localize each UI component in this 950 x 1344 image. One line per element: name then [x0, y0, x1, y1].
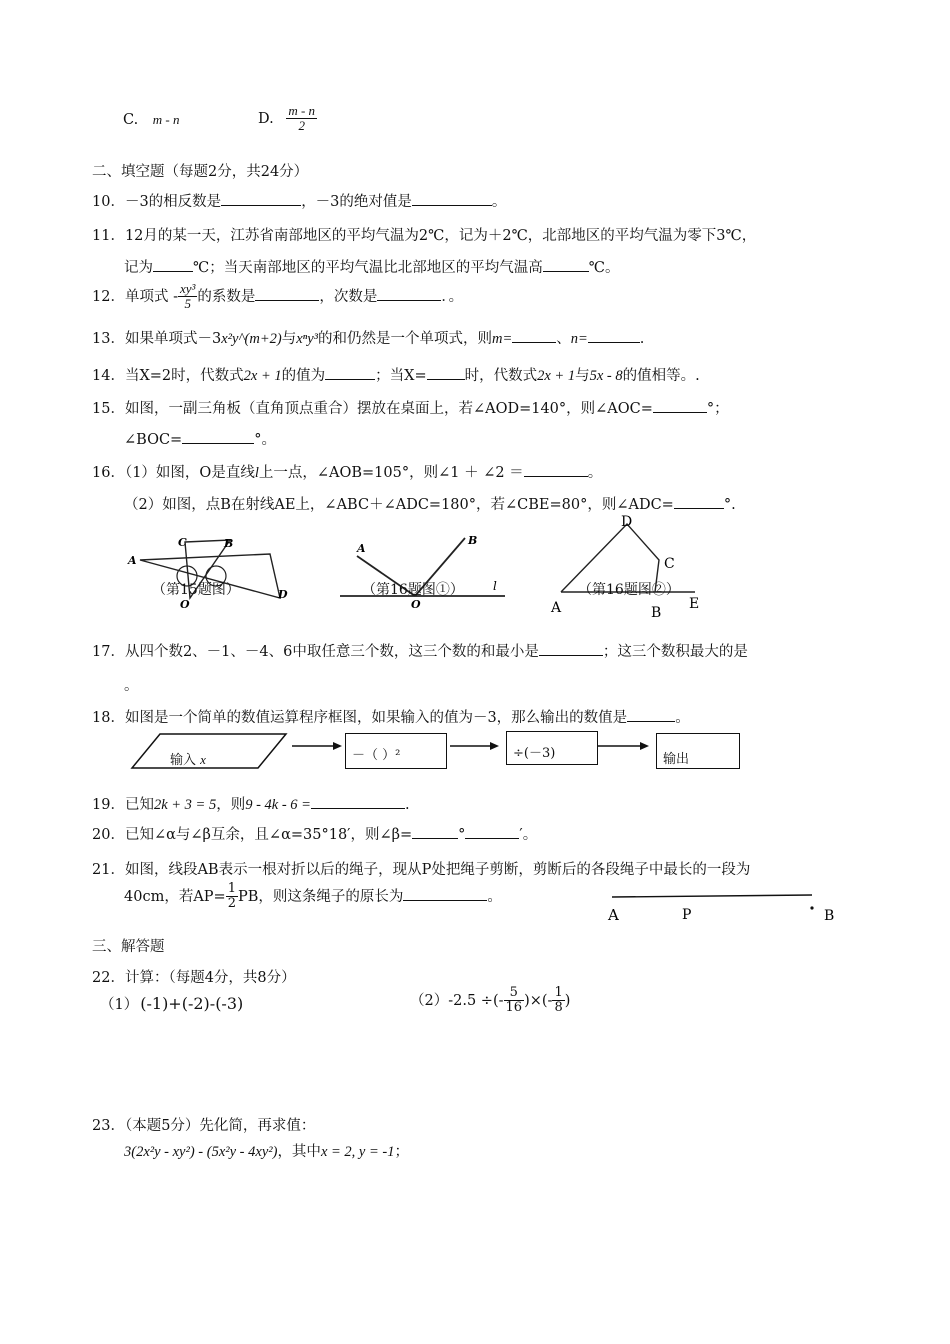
q12-blank-1[interactable]: [255, 286, 319, 301]
q20-blank-1[interactable]: [412, 824, 458, 839]
q22-text: 计算：（每题4分，共8分）: [124, 970, 296, 986]
q21-label-b: B: [824, 908, 835, 924]
q21-num: 21．: [92, 862, 125, 878]
q22-p2-text-b: )×(-: [524, 992, 553, 1009]
option-d-den: 2: [298, 118, 305, 134]
q20-blank-2[interactable]: [465, 824, 519, 839]
q10-text-b: ，－3的绝对值是: [301, 194, 412, 210]
q17-line1a: 从四个数2、－1、－4、6中取任意三个数，这三个数的和最小是: [124, 644, 539, 660]
question-15: [92, 397, 729, 418]
question-12: 12．单项式 - $\frac{\text{xy³}}{5}$ 的系数是 ，次数是 ．。: [92, 281, 464, 312]
f15-label-d: D: [278, 588, 288, 601]
question-18: [92, 706, 690, 727]
q19-expr2: 9 - 4k - 6 =: [245, 797, 311, 813]
f16a-caption: （第16题图①）: [362, 582, 464, 598]
q20-text-c: ′。: [519, 827, 538, 843]
q14-text-d: 时，代数式: [464, 368, 538, 384]
q11-num: 11．: [92, 228, 125, 244]
q18-divide-box: [506, 731, 598, 765]
q16-l: l: [254, 465, 259, 481]
q20-text-a: 已知∠α与∠β互余，且∠α=35°18′，则∠β=: [124, 827, 413, 843]
q10-blank-2[interactable]: [412, 191, 492, 206]
q11-blank-1[interactable]: [153, 257, 193, 272]
q21-fraction: [226, 882, 238, 912]
f16b-label-d: D: [621, 514, 633, 530]
option-d: [258, 104, 317, 134]
q16-line1b: 上一点，∠AOB=105°，则∠1 ＋ ∠2 ＝: [258, 465, 524, 481]
q12-blank-2[interactable]: [377, 286, 441, 301]
q21-blank[interactable]: [403, 886, 487, 901]
q21-line1: 如图，线段AB表示一根对折以后的绳子，现从P处把绳子剪断，剪断后的各段绳子中最长的一段为: [124, 862, 751, 878]
question-14: [92, 364, 700, 385]
q23-text-b: ，其中: [277, 1144, 321, 1160]
q17-line1b: ；这三个数积最大的是: [602, 644, 748, 660]
q19-text-b: ，则: [216, 797, 246, 813]
q15-blank-2[interactable]: [182, 429, 254, 444]
f15-label-b: B: [224, 537, 234, 550]
q23-expression: [124, 1140, 409, 1161]
option-d-fraction: [286, 104, 317, 134]
q12-frac-den: 5: [184, 296, 191, 312]
q12-fraction: [178, 282, 197, 312]
figure-15: [120, 530, 300, 615]
q12-text-d: ．。: [441, 288, 464, 305]
q23-text-c: ；: [394, 1144, 409, 1160]
q16-line1a: （1）如图，O是直线: [124, 465, 255, 481]
q15-num: 15．: [92, 401, 125, 417]
q14-blank-2[interactable]: [427, 365, 465, 380]
q10-text-c: 。: [491, 194, 507, 210]
q13-sep: 、: [556, 331, 571, 347]
q13-num: 13．: [92, 331, 125, 347]
q12-text-b: 的系数是: [197, 288, 256, 305]
q22-p2-frac1: [504, 986, 525, 1016]
q16-num: 16．: [92, 465, 125, 481]
q16-blank-1[interactable]: [524, 462, 588, 477]
question-13: [92, 327, 644, 348]
q14-text-e: 与: [575, 368, 590, 384]
option-d-label: D.: [258, 110, 274, 127]
q19-expr1: 2k + 3 = 5: [153, 797, 217, 813]
q13-m: m=: [491, 331, 513, 347]
q21-line2a: 40cm，若AP=: [124, 888, 226, 905]
q22-p2-f1-num: 5: [504, 986, 525, 1001]
q19-text-c: .: [404, 797, 410, 813]
q13-text-a: 如果单项式－3: [124, 331, 222, 347]
q18-square-label: －（ ）²: [352, 748, 401, 763]
q22-num: 22．: [92, 970, 125, 986]
q13-expr1: x²y^(m+2): [221, 331, 282, 347]
q22-p2-label: （2）: [410, 992, 449, 1009]
option-c: [123, 112, 180, 128]
option-c-expr: m - n: [152, 112, 180, 127]
q14-blank-1[interactable]: [325, 365, 375, 380]
f16b-label-b: B: [651, 605, 662, 621]
q15-line1a: 如图，一副三角板（直角顶点重合）摆放在桌面上，若∠AOD=140°，则∠AOC=: [124, 401, 653, 417]
q16-blank-2[interactable]: [674, 494, 724, 509]
q20-num: 20．: [92, 827, 125, 843]
q19-blank[interactable]: [311, 794, 405, 809]
q14-text-f: 的值相等。.: [622, 368, 700, 384]
q22-p1-expr: (-1)+(-2)-(-3): [140, 994, 244, 1013]
question-22: [92, 966, 296, 987]
q13-end: .: [639, 331, 645, 347]
q11-text-c: ℃。: [588, 260, 620, 276]
q14-text-c: ；当X=: [375, 368, 427, 384]
q13-blank-m[interactable]: [512, 328, 556, 343]
q12-text-a: 单项式: [124, 288, 169, 305]
q18-input-var: x: [200, 752, 206, 767]
q19-num: 19．: [92, 797, 125, 813]
q11-blank-2[interactable]: [543, 257, 589, 272]
question-11-line2: [124, 256, 619, 277]
q14-expr2: 2x + 1: [537, 368, 576, 384]
q22-p2-f2-den: 8: [554, 1000, 563, 1016]
question-11: [92, 224, 756, 245]
q23-expr: 3(2x²y - xy²) - (5x²y - 4xy²): [124, 1144, 278, 1160]
q22-p2-text-a: -2.5 ÷(-: [448, 992, 504, 1009]
section-2-title: 二、填空题（每题2分，共24分）: [92, 164, 309, 180]
q21-label-a: A: [608, 906, 619, 924]
q12-text-c: ，次数是: [319, 288, 378, 305]
q11-text-a: 记为: [124, 260, 153, 276]
q18-num: 18．: [92, 710, 125, 726]
q23-num: 23．: [92, 1118, 125, 1134]
q21-line2b: PB，则这条绳子的原长为: [237, 888, 404, 905]
q22-p2-f1-den: 16: [505, 1000, 523, 1016]
f15-label-o: O: [180, 598, 190, 611]
q18-text-b: 。: [675, 710, 690, 726]
q13-expr2: xⁿy³: [296, 331, 318, 347]
q21-frac-den: 2: [227, 896, 236, 912]
q13-blank-n[interactable]: [588, 328, 640, 343]
q21-frac-num: 1: [227, 881, 236, 896]
q23-cond: x = 2, y = -1: [320, 1144, 395, 1160]
q18-blank[interactable]: [627, 707, 675, 722]
q14-text-b: 的值为: [281, 368, 326, 384]
q18-output-box: [656, 733, 740, 769]
q22-p2-frac2: [552, 986, 564, 1016]
q12-frac-num: xy³: [179, 281, 196, 296]
f16a-label-l: l: [493, 579, 497, 593]
question-15-line2: [124, 428, 276, 449]
q21-label-p: P: [682, 907, 692, 923]
q18-input-label: 输入: [170, 753, 197, 768]
q22-part-1: [100, 993, 243, 1014]
f16b-label-e: E: [689, 596, 700, 612]
q20-text-b: °: [458, 827, 466, 843]
q18-text-a: 如图是一个简单的数值运算程序框图，如果输入的值为－3，那么输出的数值是: [124, 710, 628, 726]
q21-figure: [600, 888, 840, 928]
option-c-label: C.: [123, 112, 139, 128]
q22-part-2: [410, 986, 570, 1016]
q15-line2a: ∠BOC=: [124, 432, 183, 448]
q14-expr3: 5x - 8: [589, 368, 623, 384]
q11-text-b: ℃；当天南部地区的平均气温比北部地区的平均气温高: [193, 260, 543, 276]
q19-text-a: 已知: [124, 797, 154, 813]
q13-text-b: 与: [281, 331, 297, 347]
q22-p2-text-c: ): [564, 992, 571, 1009]
q23-text: （本题5分）先化简，再求值：: [124, 1118, 316, 1134]
f16a-label-b: B: [468, 534, 478, 547]
q21-line2c: 。: [487, 888, 502, 905]
f16a-label-o: O: [411, 598, 421, 608]
q18-input-box: [170, 749, 206, 768]
f15-caption: （第15题图）: [152, 582, 240, 598]
q18-output-label: 输出: [663, 752, 690, 767]
q17-blank-1[interactable]: [539, 641, 603, 656]
q14-num: 14．: [92, 368, 125, 384]
q15-line1b: °；: [706, 401, 729, 417]
q22-p2-f2-num: 1: [554, 985, 563, 1000]
section-3-title: 三、解答题: [92, 939, 165, 955]
q15-line2b: °。: [254, 432, 276, 448]
q12-num: 12．: [92, 288, 125, 305]
q17-line2: 。: [124, 678, 139, 694]
q15-blank-1[interactable]: [653, 398, 707, 413]
q14-expr1: 2x + 1: [243, 368, 282, 384]
q13-n: n=: [570, 331, 588, 347]
q10-num: 10．: [92, 194, 125, 210]
f16b-caption: （第16题图②）: [578, 582, 680, 598]
question-10: [92, 190, 506, 211]
q18-divide-label: ÷(－3): [513, 746, 556, 761]
f15-label-c: C: [178, 536, 187, 549]
question-19: [92, 793, 410, 814]
q16-line1c: 。: [587, 465, 603, 481]
q22-p1-label: （1）: [100, 997, 139, 1013]
q18-square-box: [345, 733, 447, 769]
f16b-label-c: C: [664, 556, 675, 572]
question-21-line2: [124, 882, 502, 912]
question-16: [92, 461, 602, 482]
f16a-label-a: A: [357, 542, 366, 555]
f15-label-a: A: [128, 554, 137, 567]
q16-line2a: （2）如图，点B在射线AE上，∠ABC＋∠ADC=180°，若∠CBE=80°，则∠ADC=: [124, 497, 674, 513]
q16-line2b: °.: [723, 497, 736, 513]
f16b-label-a: A: [551, 600, 562, 616]
q10-blank-1[interactable]: [221, 191, 301, 206]
question-23: [92, 1114, 315, 1135]
question-17: [92, 640, 748, 661]
q13-text-c: 的和仍然是一个单项式，则: [317, 331, 492, 347]
q14-text-a: 当X=2时，代数式: [124, 368, 244, 384]
question-21: [92, 858, 750, 879]
question-20: [92, 823, 537, 844]
q11-line1: 12月的某一天，江苏省南部地区的平均气温为2℃，记为＋2℃，北部地区的平均气温为零下3℃，: [124, 228, 757, 244]
q10-text-a: －3的相反数是: [124, 194, 222, 210]
option-d-num: m - n: [288, 103, 316, 118]
q17-num: 17．: [92, 644, 125, 660]
figure-16b: [545, 510, 720, 625]
